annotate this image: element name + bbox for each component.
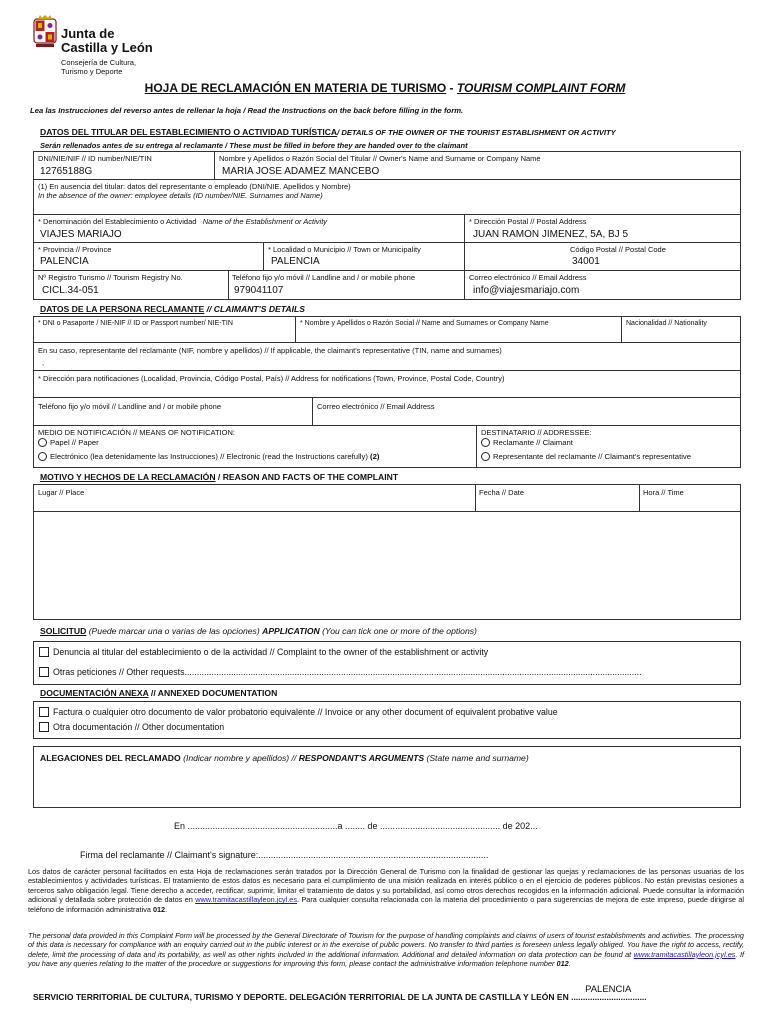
divider [33,179,741,180]
logo-line-4: Turismo y Deporte [61,67,123,76]
radio-icon[interactable] [38,438,47,447]
divider [33,342,741,343]
owner-phone-field[interactable]: 979041107 [234,285,284,296]
docs-option-other[interactable]: Otra documentación // Other documentation [39,722,224,732]
province-field[interactable]: PALENCIA [40,256,89,267]
request-option-complaint[interactable]: Denuncia al titular del establecimiento o de la actividad // Complaint to the owner of the establishment or activity [39,647,488,657]
owner-name-label: Nombre y Apellidos o Razón Social del Titular // Owner's Name and Surname or Company Name [219,154,541,163]
title-en: TOURISM COMPLAINT FORM [456,81,626,95]
request-option-other[interactable]: Otras peticiones // Other requests........................................................................................................................................................................................... [39,667,642,677]
means-paper-option[interactable]: Papel // Paper [38,438,99,447]
logo-line-3: Consejería de Cultura, [61,58,137,67]
checkbox-icon[interactable] [39,707,49,717]
reason-heading: MOTIVO Y HECHOS DE LA RECLAMACIÓN / REASON AND FACTS OF THE COMPLAINT [40,472,399,482]
title-es: HOJA DE RECLAMACIÓN EN MATERIA DE TURISMO [144,81,447,95]
owner-name-field[interactable]: MARIA JOSE ADAMEZ MANCEBO [222,166,380,177]
addressee-representative-option[interactable]: Representante del reclamante // Claimant's representative [481,452,691,461]
owner-absence-label: (1) En ausencia del titular: datos del representante o empleado (DNI/NIE. Apellidos y Nombre) [38,182,351,191]
registry-field[interactable]: CICL.34-051 [42,285,99,296]
claimant-phone-label[interactable]: Teléfono fijo y/o móvil // Landline and / or mobile phone [38,402,222,411]
means-electronic-option[interactable]: Electrónico (lea detenidamente las Instrucciones) // Electronic (read the Instructions carefully) (2) [38,452,379,461]
divider [214,151,215,179]
divider [639,484,640,512]
checkbox-icon[interactable] [39,722,49,732]
divider [228,270,229,300]
divider [33,511,741,512]
divider [33,370,741,371]
province-label: * Provincia // Province [38,245,112,254]
claimant-heading: DATOS DE LA PERSONA RECLAMANTE // CLAIMANT'S DETAILS [40,304,305,314]
owner-phone-label: Teléfono fijo y/o móvil // Landline and / or mobile phone [232,273,416,282]
divider [33,242,741,243]
reason-box[interactable] [33,484,741,620]
place-label[interactable]: Lugar // Place [38,488,85,497]
checkbox-icon[interactable] [39,667,49,677]
privacy-text-en: The personal data provided in this Complaint Form will be processed by the General Directorate of Tourism for the purpose of handling complaints and claims of users of tourist establishments and activities. The processing of this data is necessary for compliance with an enquiry carried out in the public interest or in the exercise of public powers. No transfer to third parties is foreseen unless legally obliged. You have the right to access, rectify, delete, limit the processing of data and its portability, as well as other rights included in the additional information. Additional and detailed information on data protection can be found at www.tramitacastillayleon.jcyl.es. If you have any queries relating to the matter of the procedure or suggestions for improving this form, please contact the administrative information telephone number 012. [28,931,744,969]
divider [33,214,741,215]
radio-icon[interactable] [481,438,490,447]
privacy-link-en[interactable]: www.tramitacastillayleon.jcyl.es [633,949,736,959]
addressee-claimant-option[interactable]: Reclamante // Claimant [481,438,573,447]
docs-option-invoice[interactable]: Factura o cualquier otro documento de valor probatorio equivalente // Invoice or any other document of equivalent probative value [39,707,558,717]
postal-code-field[interactable]: 34001 [572,256,600,267]
checkbox-icon[interactable] [39,647,49,657]
owner-note: Serán rellenados antes de su entrega al reclamante / These must be filled in before they are handed over to the claimant [40,141,468,150]
request-heading: SOLICITUD (Puede marcar una o varias de las opciones) APPLICATION (You can tick one or more of the options) [40,626,477,636]
logo [33,15,173,77]
owner-absence-label-en: In the absence of the owner: employee details (ID number/NIE. Surnames and Name) [38,191,323,200]
divider [263,242,264,270]
title-sep: - [446,81,457,95]
allegations-heading: ALEGACIONES DEL RECLAMADO (Indicar nombre y apellidos) // RESPONDANT'S ARGUMENTS (State name and surname) [40,753,529,763]
divider [476,425,477,468]
notification-address-label[interactable]: * Dirección para notificaciones (Localidad, Provincia, Código Postal, País) // Address for notifications (Town, Province, Postal Code, Country) [38,374,505,383]
divider [33,425,741,426]
logo-line-2: Castilla y León [61,40,153,55]
representative-label[interactable]: En su caso, representante del reclamante (NIF, nombre y apellidos) // If applicable, the claimant's representative (TIN, name and surnames) [38,346,502,355]
time-label[interactable]: Hora // Time [643,488,684,497]
means-label: MEDIO DE NOTIFICACIÓN // MEANS OF NOTIFICATION: [38,428,235,437]
owner-dni-field[interactable]: 12765188G [40,166,93,177]
divider [475,484,476,512]
claimant-dni-label[interactable]: * DNI o Pasaporte / NIE-NIF // ID or Passport number/ NIE-TIN [38,320,233,327]
owner-address-label: * Dirección Postal // Postal Address [469,217,587,226]
owner-address-field[interactable]: JUAN RAMON JIMENEZ, 5A, BJ 5 [473,229,629,240]
nationality-label[interactable]: Nacionalidad // Nationality [626,320,707,327]
town-label: * Localidad o Municipio // Town or Municipality [268,245,421,254]
addressee-label: DESTINATARIO // ADDRESSEE: [481,428,592,437]
registry-label: Nº Registro Turismo // Tourism Registry No. [38,273,183,282]
coat-of-arms-icon [33,15,57,49]
divider [295,316,296,342]
owner-heading: DATOS DEL TITULAR DEL ESTABLECIMIENTO O ACTIVIDAD TURÍSTICA/ DETAILS OF THE OWNER OF THE TOURIST ESTABLISHMENT OR ACTIVITY [40,127,616,137]
divider [312,397,313,425]
owner-email-field[interactable]: info@viajesmariajo.com [473,285,580,296]
docs-heading: DOCUMENTACIÓN ANEXA // ANNEXED DOCUMENTATION [40,688,278,698]
logo-line-1: Junta de [61,26,115,41]
privacy-link[interactable]: www.tramitacastillayleon.jcyl.es [195,895,298,905]
divider [621,316,622,342]
claimant-name-label[interactable]: * Nombre y Apellidos o Razón Social // Name and Surnames or Company Name [300,320,549,327]
intro-text: Lea las Instrucciones del reverso antes de rellenar la hoja / Read the Instructions on the back before filling in the form. [30,106,464,115]
establishment-field[interactable]: VIAJES MARIAJO [40,229,122,240]
representative-mark: , [42,358,45,367]
place-date-line[interactable]: En ............................................................a ........ de ................................................ de 202... [174,821,538,831]
footer-delegation-field[interactable]: PALENCIA [585,984,632,995]
town-field[interactable]: PALENCIA [271,256,320,267]
date-label[interactable]: Fecha // Date [479,488,525,497]
radio-icon[interactable] [481,452,490,461]
divider [33,270,741,271]
privacy-text-es: Los datos de carácter personal facilitados en esta Hoja de reclamaciones serán tratados por la Dirección General de Turismo con la finalidad de gestionar las quejas y reclamaciones de las personas usuarias de los establecimientos y actividades turísticas. El tratamiento de estos datos es necesario para el cumplimiento de una misión realizada en interés público o en el ejercicio de poderes públicos. No están previstas cesiones a terceros salvo obligación legal. Tiene derecho a acceder, rectificar, suprimir, limitar el tratamiento de datos y su portabilidad, así como otros derechos recogidos en la información adicional. Puede consultar la información adicional y detallada sobre protección de datos en www.tramitacastillayleon.jcyl.es. Para cualquier consulta relacionada con la materia del procedimiento o para sugerencias de mejora de este impreso, puede dirigirse al teléfono de información administrativa 012. [28,867,744,914]
divider [464,214,465,300]
page-title [0,81,770,95]
owner-dni-label: DNI/NIE/NIF // ID number/NIE/TIN [38,154,152,163]
divider [33,397,741,398]
establishment-label: * Denominación del Establecimiento o Actividad Name of the Establishment or Activity [38,217,328,226]
owner-email-label: Correo electrónico // Email Address [469,273,587,282]
signature-line[interactable]: Firma del reclamante // Claimant's signature:............................................................................................ [80,850,489,860]
claimant-box [33,316,741,468]
postal-code-label: Código Postal // Postal Code [570,245,666,254]
claimant-email-label[interactable]: Correo electrónico // Email Address [317,402,435,411]
footer: SERVICIO TERRITORIAL DE CULTURA, TURISMO Y DEPORTE. DELEGACIÓN TERRITORIAL DE LA JUNTA DE CASTILLA Y LEÓN EN ................................ PALENCIA [33,984,647,1002]
radio-icon[interactable] [38,452,47,461]
